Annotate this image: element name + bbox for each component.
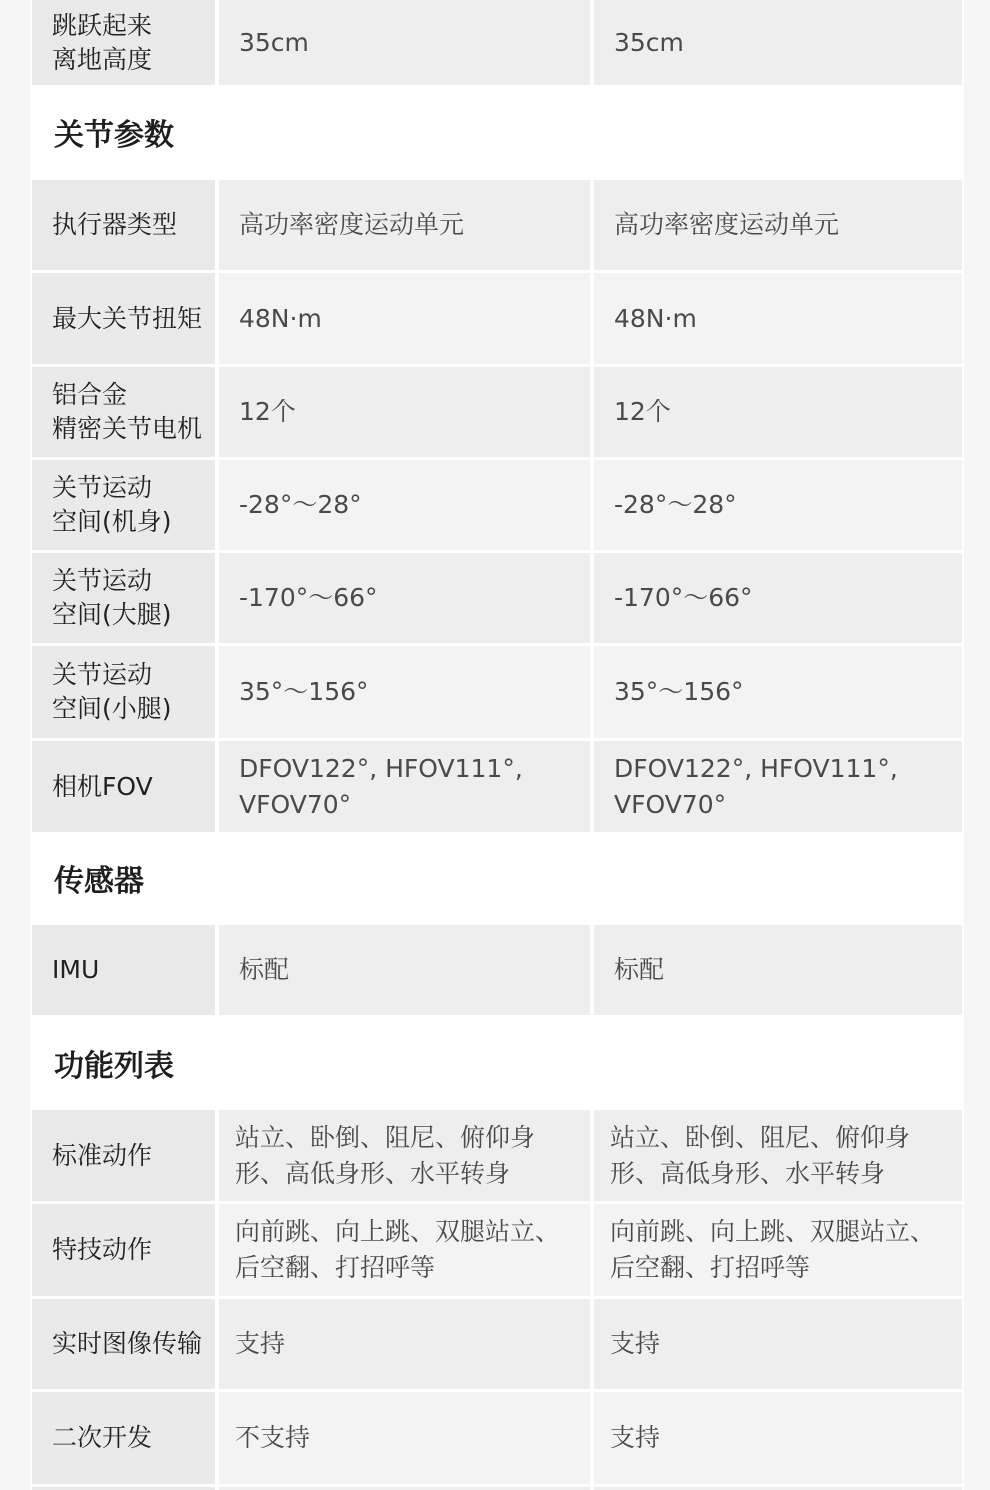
row-value-model-1: 高功率密度运动单元	[219, 180, 590, 270]
row-value-model-1: 12个	[219, 367, 590, 457]
table-row-jump-height	[32, 0, 962, 85]
row-value-model-1: DFOV122°, HFOV111°, VFOV70°	[219, 741, 590, 832]
row-value-model-2: DFOV122°, HFOV111°, VFOV70°	[594, 741, 962, 832]
row-value-model-1: 48N·m	[219, 273, 590, 364]
row-value-model-2: 站立、卧倒、阻尼、俯仰身 形、高低身形、水平转身	[594, 1110, 962, 1201]
row-label: 执行器类型	[32, 180, 215, 270]
section-heading-sensor: 传感器	[30, 832, 964, 924]
row-label: 铝合金 精密关节电机	[32, 367, 215, 457]
row-label: 关节运动 空间(大腿)	[32, 553, 215, 643]
row-label: 标准动作	[32, 1110, 215, 1201]
row-value-model-1: -28°～28°	[219, 460, 590, 550]
row-value-model-1: 35cm	[219, 0, 590, 85]
row-label: 实时图像传输	[32, 1299, 215, 1389]
section-heading-joint: 关节参数	[30, 85, 964, 179]
row-label: 二次开发	[32, 1392, 215, 1484]
row-value-model-1: 标配	[219, 925, 590, 1015]
row-value-model-2: 标配	[594, 925, 962, 1015]
row-label: 关节运动 空间(小腿)	[32, 646, 215, 738]
table-row-stunt-actions	[32, 1204, 962, 1296]
table-row-imu	[32, 925, 962, 1015]
row-value-model-1: 不支持	[219, 1392, 590, 1484]
table-row-joint-thigh	[32, 553, 962, 643]
row-value-model-2: 支持	[594, 1299, 962, 1389]
row-value-model-1: 向前跳、向上跳、双腿站立、 后空翻、打招呼等	[219, 1204, 590, 1296]
row-value-model-2: 35°～156°	[594, 646, 962, 738]
row-value-model-2: 35cm	[594, 0, 962, 85]
spec-table	[30, 0, 964, 1490]
row-value-model-1: 支持	[219, 1299, 590, 1389]
table-row-actuator	[32, 180, 962, 270]
row-label: 相机FOV	[32, 741, 215, 832]
row-label: 关节运动 空间(机身)	[32, 460, 215, 550]
table-row-secondary-dev	[32, 1392, 962, 1484]
row-label: 最大关节扭矩	[32, 273, 215, 364]
row-value-model-1: 35°～156°	[219, 646, 590, 738]
table-row-joint-calf	[32, 646, 962, 738]
row-value-model-2: 12个	[594, 367, 962, 457]
row-value-model-2: 支持	[594, 1392, 962, 1484]
row-value-model-1: 站立、卧倒、阻尼、俯仰身 形、高低身形、水平转身	[219, 1110, 590, 1201]
row-label: IMU	[32, 925, 215, 1015]
table-row-standard-actions	[32, 1110, 962, 1201]
table-row-motor	[32, 367, 962, 457]
table-row-camera-fov	[32, 741, 962, 832]
row-value-model-2: 48N·m	[594, 273, 962, 364]
table-row-image-transmission	[32, 1299, 962, 1389]
table-row-torque	[32, 273, 962, 364]
row-label: 跳跃起来 离地高度	[32, 0, 215, 85]
row-value-model-2: 高功率密度运动单元	[594, 180, 962, 270]
row-value-model-2: -170°～66°	[594, 553, 962, 643]
table-row-joint-body	[32, 460, 962, 550]
row-value-model-2: 向前跳、向上跳、双腿站立、 后空翻、打招呼等	[594, 1204, 962, 1296]
section-heading-features: 功能列表	[30, 1016, 964, 1109]
row-value-model-1: -170°～66°	[219, 553, 590, 643]
row-label: 特技动作	[32, 1204, 215, 1296]
row-value-model-2: -28°～28°	[594, 460, 962, 550]
